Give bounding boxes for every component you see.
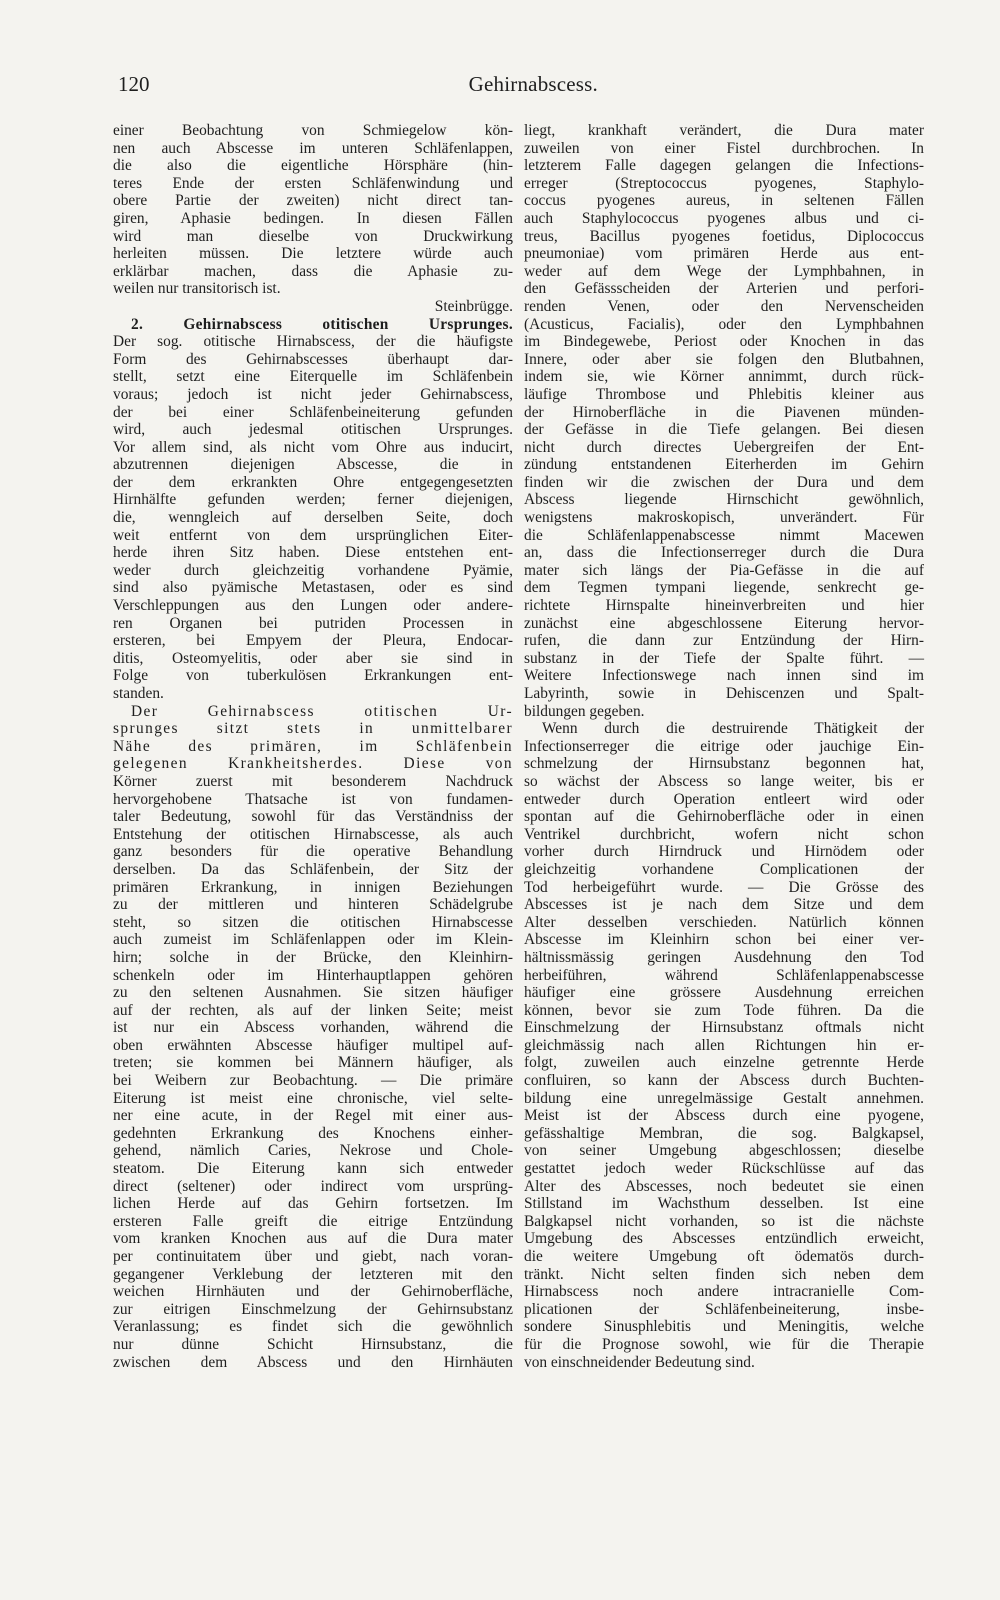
text-line: wird man dieselbe von Druckwirkung [113,227,513,245]
text-line: lichen Herde auf das Gehirn fortsetzen. Im [113,1195,513,1213]
text-line: ren Organen bei putriden Processen in [113,614,513,632]
text-line: im Bindegewebe, Periost oder Knochen in das [524,333,924,351]
text-line: erreger (Streptococcus pyogenes, Staphylo- [524,174,924,192]
text-line: spontan auf die Gehirnoberfläche oder in einen [524,808,924,826]
text-line: richtete Hirnspalte hineinverbreiten und hier [524,597,924,615]
page-number: 120 [118,72,150,96]
text-line: Der Gehirnabscess otitischen Ur- [131,702,513,720]
text-line: Eiterung ist meist eine chronische, viel selte- [113,1089,513,1107]
text-line: Abscesse im Kleinhirn schon bei einer ver- [524,931,924,949]
text-line: sind also pyämische Metastasen, oder es sind [113,579,513,597]
text-line: die Schläfenlappenabscesse nimmt Macewen [524,526,924,544]
text-line: finden wir die zwischen der Dura und dem [524,473,924,491]
section-heading: 2. Gehirnabscess otitischen Ursprunges. [131,315,513,333]
text-line: primären Erkrankung, in innigen Beziehungen [113,878,513,896]
text-line: können, bevor sie zum Tode führen. Da die [524,1001,924,1019]
text-line: Wenn durch die destruirende Thätigkeit der [542,720,924,738]
text-line: weilen nur transitorisch ist. [113,280,281,298]
text-line: von seiner Umgebung abgeschlossen; dieselbe [524,1142,924,1160]
text-line: standen. [113,685,164,702]
text-line: tränkt. Nicht selten finden sich neben dem [524,1265,924,1283]
text-line: Der sog. otitische Hirnabscess, der die häufigste [113,333,513,351]
text-line: für die Prognose sowohl, wie für die Therapie [524,1335,924,1353]
text-line: den Gefässscheiden der Arterien und perfori- [524,280,924,298]
text-line: gegangener Verklebung der letzteren mit den [113,1265,513,1283]
text-line: Einschmelzung der Hirnsubstanz oftmals nicht [524,1019,924,1037]
text-line: substanz in der Tiefe der Spalte führt. — [524,649,924,667]
text-line: Ventrikel durchbricht, wofern nicht schon [524,825,924,843]
text-line: schmelzung der Hirnsubstanz begonnen hat, [524,755,924,773]
text-line: obere Partie der zweiten) nicht direct tan- [113,192,513,210]
text-line: indem sie, wie Körner annimmt, durch rück- [524,368,924,386]
text-line: die weitere Umgebung oft ödematös durch- [524,1248,924,1265]
text-line: liegt, krankhaft verändert, die Dura mater [524,122,924,139]
text-line: steht, so sitzen die otitischen Hirnabscesse [113,913,513,931]
text-line: nen auch Abscesse im unteren Schläfenlappen, [113,139,513,157]
text-line: Balgkapsel nicht vorhanden, so ist die nächste [524,1212,924,1230]
text-line: Hirnhälfte gefunden werden; ferner diejenigen, [113,491,513,509]
text-line: Innere, oder aber sie folgen den Blutbahnen, [524,350,924,368]
text-line: einer Beobachtung von Schmiegelow kön- [113,122,513,139]
text-line: häufiger eine grössere Ausdehnung erreichen [524,984,924,1002]
text-line: ersteren Falle greift die eitrige Entzündung [113,1212,513,1230]
text-line: taler Bedeutung, sowohl für das Verständniss der [113,808,513,826]
text-line: Abscess liegende Hirnschicht gewöhnlich, [524,491,924,509]
text-line: Meist ist der Abscess durch eine pyogene, [524,1107,924,1125]
text-line: gelegenen Krankheitsherdes. Diese von [113,755,513,773]
text-line: gestattet jedoch weder Rückschlüsse auf das [524,1160,924,1178]
text-line: abzutrennen diejenigen Abscesse, die in [113,456,513,474]
text-line: wenigstens makroskopisch, unverändert. Für [524,509,924,527]
text-line: gedehnten Erkrankung des Knochens einher- [113,1124,513,1142]
text-line: nicht durch directes Uebergreifen der Ent- [524,438,924,456]
text-line: zu den seltenen Ausnahmen. Sie sitzen häufiger [113,984,513,1002]
text-line: hervorgehobene Thatsache ist von fundamen- [113,790,513,808]
text-line: Veranlassung; es findet sich die gewöhnlich [113,1318,513,1336]
text-line: herleiten müssen. Die letztere würde auch [113,245,513,263]
text-line: zwischen dem Abscess und den Hirnhäuten [113,1353,513,1371]
text-line: zunächst eine abgeschlossene Eiterung hervor- [524,614,924,632]
text-line: Verschleppungen aus den Lungen oder andere- [113,597,513,615]
text-line: wird, auch jedesmal otitischen Ursprunges. [113,421,513,439]
text-line: weit entfernt von dem ursprünglichen Eiter- [113,526,513,544]
text-line: folgt, zuweilen auch einzelne getrennte Herde [524,1054,924,1072]
text-line: sprunges sitzt stets in unmittelbarer [113,720,513,738]
text-line: ist nur ein Abscess vorhanden, während die [113,1019,513,1037]
text-line: stellt, setzt eine Eiterquelle im Schläfenbein [113,368,513,386]
text-line: von einschneidender Bedeutung sind. [524,1353,755,1371]
text-line: zündung entstandenen Eiterherden im Gehirn [524,456,924,474]
text-line: Weitere Infectionswege nach innen sind im [524,667,924,685]
text-line: confluiren, so kann der Abscess durch Buchten- [524,1072,924,1090]
text-line: sondere Sinusphlebitis und Meningitis, welche [524,1318,924,1336]
text-line: entweder durch Operation entleert wird oder [524,790,924,808]
text-line: plicationen der Schläfenbeineiterung, insbe- [524,1300,924,1318]
text-line: auf der rechten, als auf der linken Seite; meist [113,1001,513,1019]
text-line: mater sich längs der Pia-Gefässe in die auf [524,561,924,579]
text-line: Nähe des primären, im Schläfenbein [113,737,513,755]
text-line: Alter desselben verschieden. Natürlich können [524,913,924,931]
text-line: bildungen gegeben. [524,702,645,720]
text-line: letzterem Falle dagegen gelangen die Infections- [524,157,924,175]
text-line: die also die eigentliche Hörsphäre (hin- [113,157,513,175]
text-line: zur eitrigen Einschmelzung der Gehirnsubstanz [113,1300,513,1318]
text-line: derselben. Da das Schläfenbein, der Sitz der [113,860,513,878]
text-line: Alter des Abscesses, noch bedeutet sie einen [524,1177,924,1195]
text-line: Infectionserreger die eitrige oder jauchige Ein- [524,737,924,755]
text-line: auch zumeist im Schläfenlappen oder im Klein- [113,931,513,949]
text-line: renden Venen, oder den Nervenscheiden [524,297,924,315]
text-line: gehend, nämlich Caries, Nekrose und Chole- [113,1142,513,1160]
text-line: (Acusticus, Facialis), oder den Lymphbahnen [524,315,924,333]
text-line: herbeiführen, während Schläfenlappenabscesse [524,966,924,984]
text-line: ditis, Osteomyelitis, oder aber sie sind in [113,649,513,667]
text-line: treus, Bacillus pyogenes foetidus, Diplococcus [524,227,924,245]
text-line: an, dass die Infectionserreger durch die Dura [524,544,924,562]
text-line: oben erwähnten Abscesse häufiger multipel auf- [113,1036,513,1054]
text-line: weder durch gleichzeitig vorhandene Pyämie, [113,561,513,579]
text-line: der bei einer Schläfenbeineiterung gefunden [113,403,513,421]
right-text-column [524,122,924,1371]
text-line: Körner zuerst mit besonderem Nachdruck [113,772,513,790]
text-line: Tod herbeigeführt wurde. — Die Grösse des [524,878,924,896]
text-line: giren, Aphasie bedingen. In diesen Fällen [113,209,513,227]
text-line: gleichmässig nach allen Richtungen hin er- [524,1036,924,1054]
text-line: ner eine acute, in der Regel mit einer aus- [113,1107,513,1125]
left-text-column [113,122,513,1371]
text-line: Umgebung des Abscesses entzündlich erweicht, [524,1230,924,1248]
text-line: steatom. Die Eiterung kann sich entweder [113,1160,513,1178]
text-line: die, wenngleich auf derselben Seite, doch [113,509,513,527]
text-line: bei Weibern zur Beobachtung. — Die primäre [113,1072,513,1090]
text-line: Labyrinth, sowie in Dehiscenzen und Spalt- [524,685,924,702]
text-line: der Hirnoberfläche in die Piavenen münden- [524,403,924,421]
text-line: Vor allem sind, als nicht vom Ohre aus inducirt, [113,438,513,456]
text-line: Steinbrügge. [434,297,513,315]
text-line: hirn; solche in der Brücke, den Kleinhirn- [113,948,513,966]
running-head: Gehirnabscess. [468,72,598,96]
text-line: bildung eine unregelmässige Gestalt annehmen. [524,1089,924,1107]
text-line: herde ihren Sitz haben. Diese entstehen ent- [113,544,513,562]
text-line: läufige Thrombose und Phlebitis kleiner aus [524,385,924,403]
text-line: zu der mittleren und hinteren Schädelgrube [113,896,513,914]
text-line: coccus pyogenes aureus, in seltenen Fällen [524,192,924,210]
text-line: schenkeln oder im Hinterhauptlappen gehören [113,966,513,984]
text-line: pneumoniae) vom primären Herde aus ent- [524,245,924,263]
text-line: per continuitatem über und giebt, nach voran- [113,1248,513,1265]
text-line: vorher durch Hirndruck und Hirnödem oder [524,843,924,861]
text-line: ganz besonders für die operative Behandlung [113,843,513,861]
text-line: dem Tegmen tympani liegende, senkrecht ge- [524,579,924,597]
text-line: Abscesses ist je nach dem Sitze und dem [524,896,924,914]
text-line: der dem erkrankten Ohre entgegengesetzten [113,473,513,491]
text-line: weder auf dem Wege der Lymphbahnen, in [524,262,924,280]
text-line: weichen Hirnhäuten und der Gehirnoberfläche, [113,1283,513,1301]
text-line: direct (seltener) oder indirect vom ursprüng- [113,1177,513,1195]
text-line: teres Ende der ersten Schläfenwindung und [113,174,513,192]
text-line: gleichzeitig vorhandene Complicationen der [524,860,924,878]
text-line: so wächst der Abscess so lange weiter, bis er [524,772,924,790]
text-line: auch Staphylococcus pyogenes albus und ci- [524,209,924,227]
text-line: voraus; jedoch ist nicht jeder Gehirnabscess, [113,385,513,403]
text-line: Folge von tuberkulösen Erkrankungen ent- [113,667,513,685]
page-header [118,72,598,97]
text-line: zuweilen von einer Fistel durchbrochen. In [524,139,924,157]
text-line: Stillstand im Wachsthum desselben. Ist eine [524,1195,924,1213]
text-line: hältnissmässig geringen Ausdehnung den Tod [524,948,924,966]
text-line: ersteren, bei Empyem der Pleura, Endocar- [113,632,513,650]
text-line: gefässhaltige Membran, die sog. Balgkapsel, [524,1124,924,1142]
text-line: Form des Gehirnabscesses überhaupt dar- [113,350,513,368]
text-line: der Gefässe in die Tiefe gelangen. Bei diesen [524,421,924,439]
text-line: treten; sie kommen bei Männern häufiger, als [113,1054,513,1072]
text-line: Entstehung der otitischen Hirnabscesse, als auch [113,825,513,843]
text-line: rufen, die dann zur Entzündung der Hirn- [524,632,924,650]
text-line: vom kranken Knochen aus auf die Dura mater [113,1230,513,1248]
text-line: Hirnabscess noch andere intracranielle Com- [524,1283,924,1301]
text-line: erklärbar machen, dass die Aphasie zu- [113,262,513,280]
text-line: nur dünne Schicht Hirnsubstanz, die [113,1335,513,1353]
